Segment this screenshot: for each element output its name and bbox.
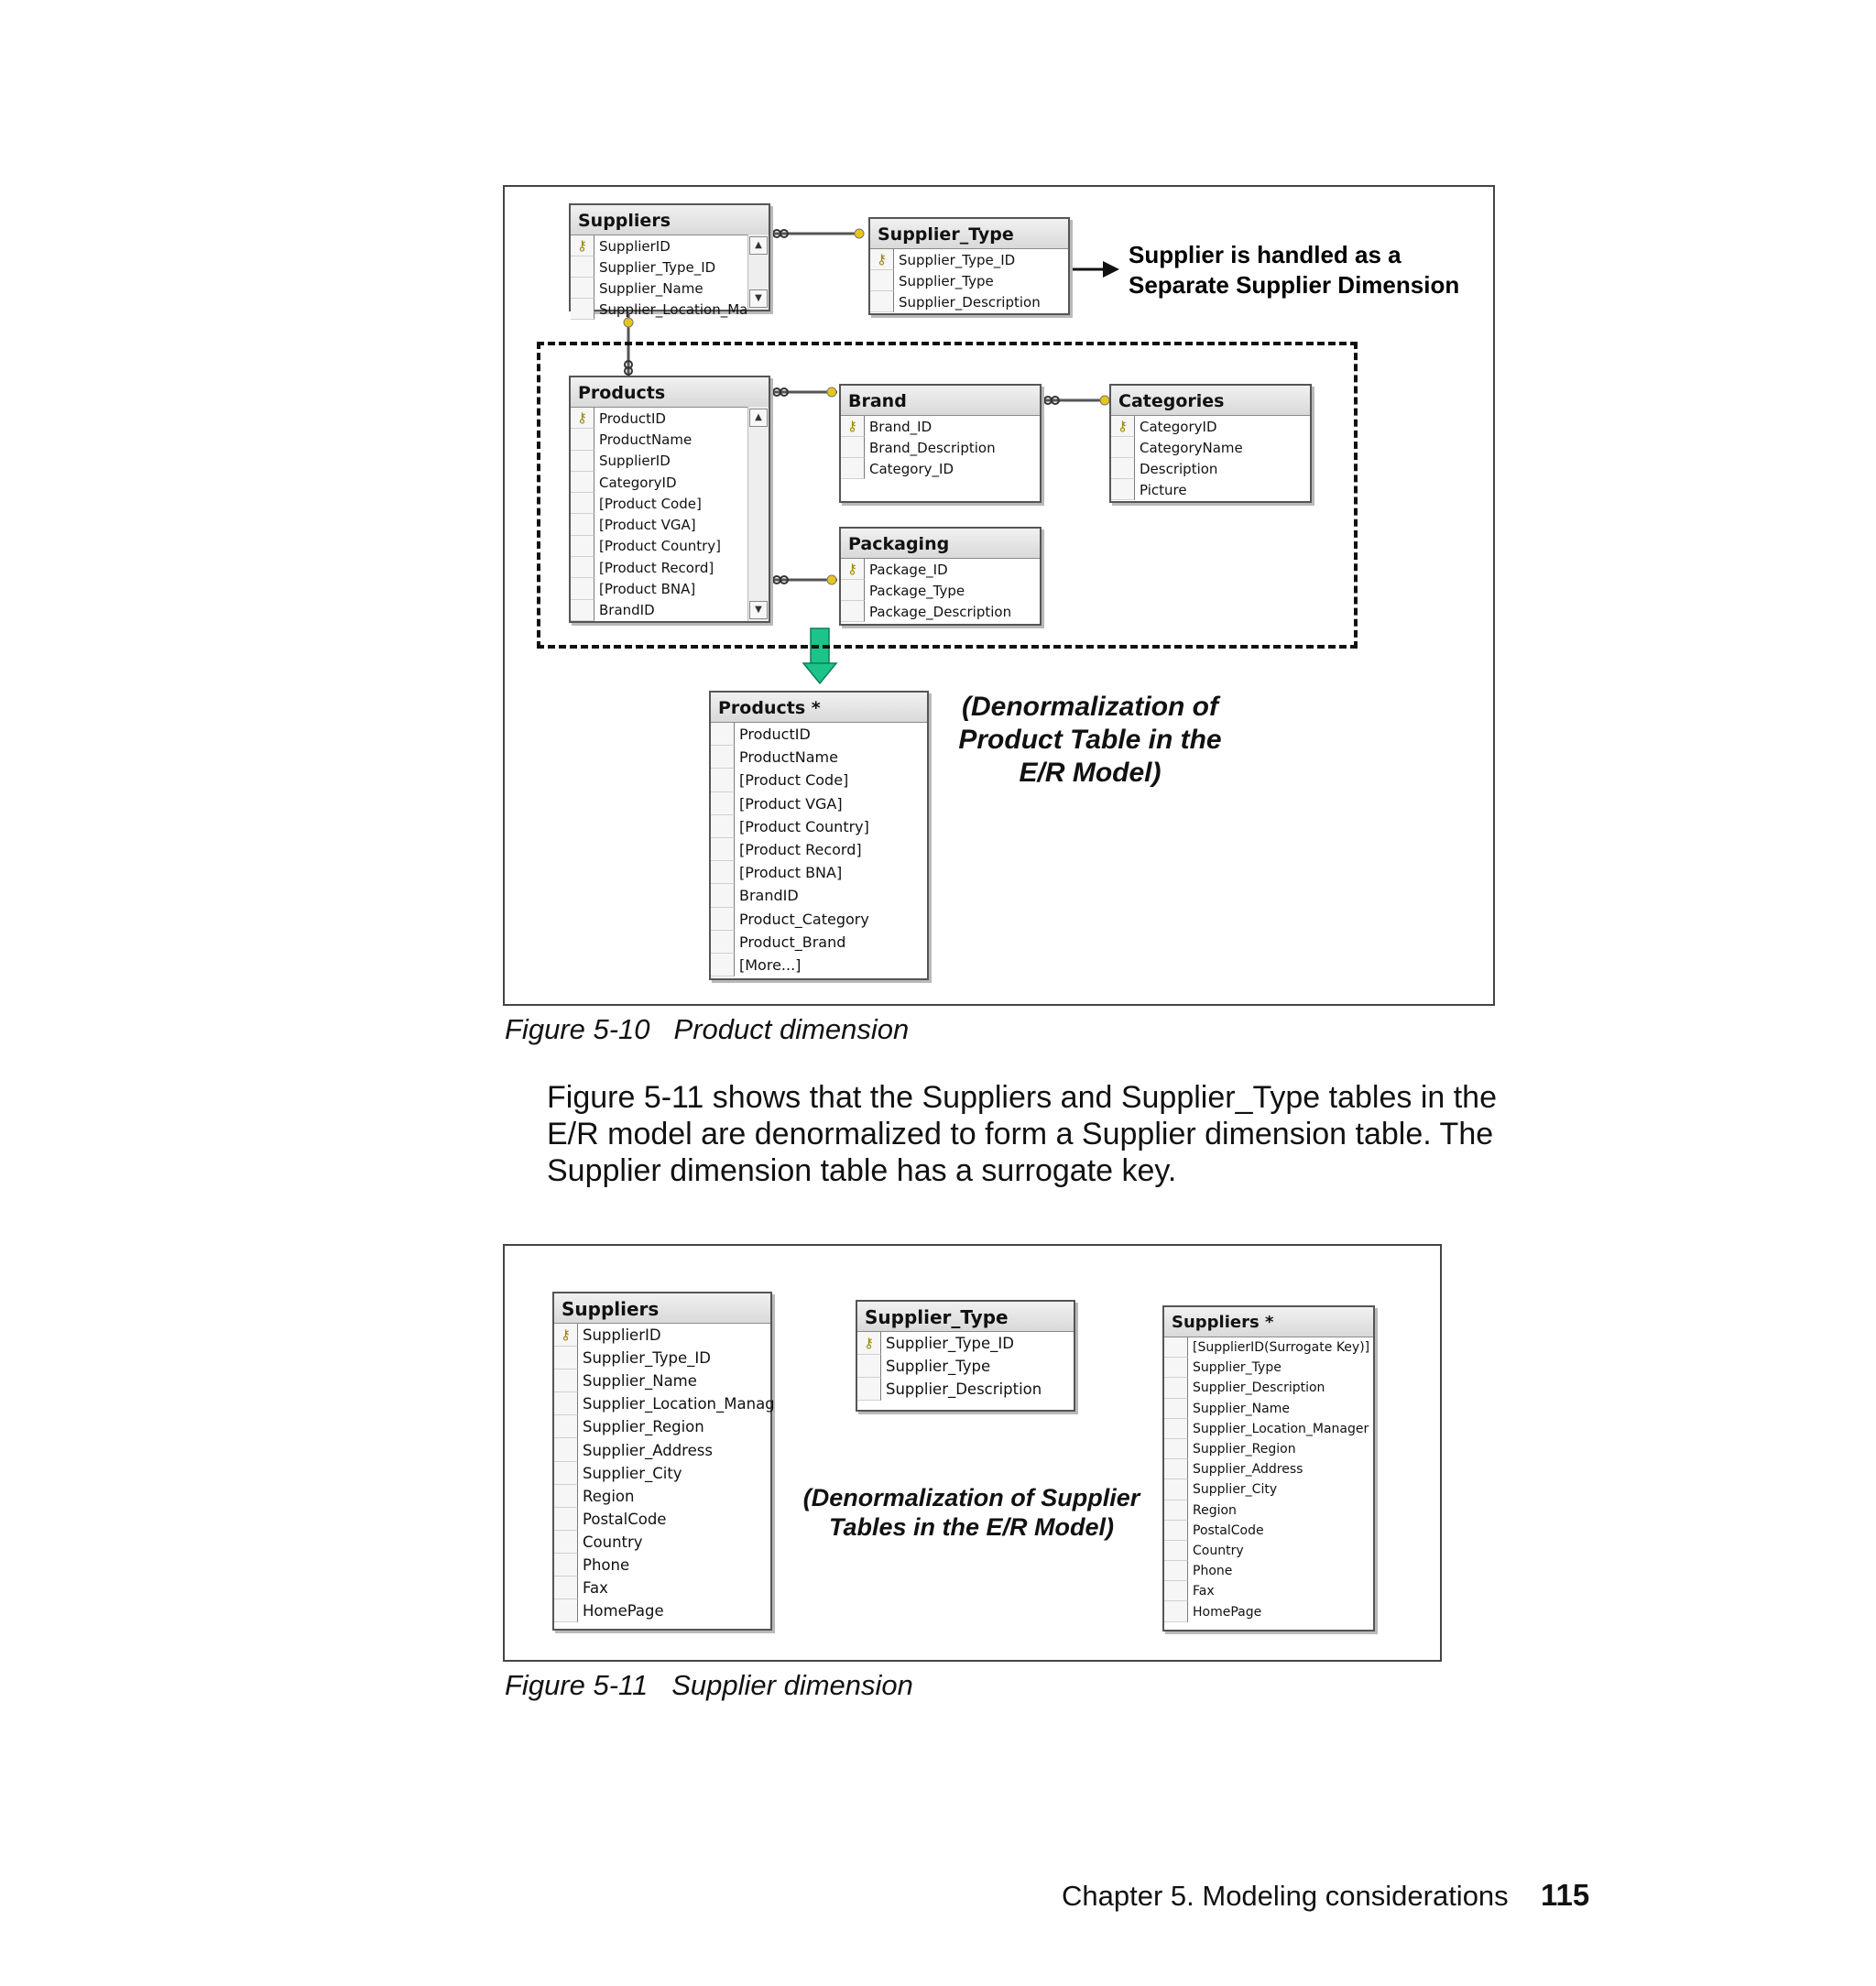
- column-row: ProductName: [571, 429, 769, 450]
- table-columns: [841, 416, 1040, 479]
- annotation-product-denormalization: (Denormalization of Product Table in the E/R Model): [958, 692, 1222, 788]
- column-row: Supplier_Type_ID: [554, 1347, 770, 1369]
- column-row: Fax: [1164, 1581, 1373, 1601]
- column-row: Country: [1164, 1541, 1373, 1561]
- column-row: ⚷ ProductID: [571, 408, 769, 429]
- column-row: Phone: [1164, 1561, 1373, 1581]
- column-row: ⚷ CategoryID: [1111, 416, 1310, 437]
- column-row: Package_Description: [841, 601, 1040, 622]
- table-supplier-type[interactable]: [856, 1300, 1075, 1412]
- column-row: ⚷ Supplier_Type_ID: [857, 1332, 1074, 1355]
- table-scrollbar[interactable]: [747, 235, 769, 310]
- column-row: [SupplierID(Surrogate Key)]: [1164, 1337, 1373, 1358]
- column-row: [Product VGA]: [711, 792, 927, 815]
- column-row: Region: [554, 1485, 770, 1508]
- column-row: Supplier_Type: [1164, 1358, 1373, 1378]
- key-icon: ⚷: [870, 249, 894, 270]
- table-columns: [1111, 416, 1310, 500]
- column-row: Supplier_Name: [554, 1369, 770, 1392]
- column-row: ProductID: [711, 723, 927, 746]
- key-icon: ⚷: [841, 416, 865, 437]
- table-brand[interactable]: [839, 384, 1042, 503]
- key-icon: ⚷: [841, 559, 865, 580]
- table-title: Products *: [711, 693, 927, 723]
- column-row: [Product Code]: [711, 769, 927, 791]
- figure-5-10-caption: [505, 1013, 909, 1046]
- column-row: Supplier_Location_Manager: [1164, 1419, 1373, 1439]
- table-suppliers[interactable]: [552, 1292, 775, 1631]
- table-suppliers[interactable]: [569, 203, 770, 318]
- table-columns: [554, 1324, 775, 1622]
- column-row: PostalCode: [1164, 1521, 1373, 1541]
- column-row: Supplier_Type: [870, 270, 1068, 291]
- column-row: Product_Category: [711, 908, 927, 931]
- column-row: [More...]: [711, 954, 927, 977]
- column-row: [Product Record]: [571, 557, 769, 578]
- column-row: [Product VGA]: [571, 514, 769, 535]
- column-row: Supplier_Location_Manag: [554, 1392, 770, 1415]
- table-scrollbar[interactable]: [747, 407, 769, 621]
- table-suppliers-dimension[interactable]: [1162, 1305, 1375, 1631]
- table-title: Brand: [841, 386, 1040, 416]
- table-title: Supplier_Type: [870, 219, 1068, 249]
- scroll-up-icon[interactable]: ▲: [749, 236, 768, 255]
- column-row: ⚷ Package_ID: [841, 559, 1040, 580]
- column-row: Fax: [554, 1577, 770, 1599]
- annotation-supplier-denormalization: (Denormalization of Supplier Tables in the E/R Model): [802, 1484, 1140, 1541]
- column-row: [Product Country]: [711, 815, 927, 838]
- caption-label: Figure 5-10: [505, 1013, 650, 1045]
- table-title: Packaging: [841, 529, 1040, 559]
- key-icon: ⚷: [554, 1324, 578, 1347]
- column-row: CategoryName: [1111, 437, 1310, 458]
- column-row: Supplier_City: [554, 1462, 770, 1485]
- column-row: Supplier_Region: [554, 1415, 770, 1438]
- table-columns: [857, 1332, 1074, 1401]
- table-title: Suppliers: [554, 1293, 770, 1324]
- column-row: Brand_Description: [841, 437, 1040, 458]
- column-row: Supplier_Address: [1164, 1459, 1373, 1479]
- column-row: ProductName: [711, 746, 927, 769]
- column-row: Supplier_Type: [857, 1355, 1074, 1378]
- table-columns: [1164, 1337, 1373, 1622]
- column-row: [Product BNA]: [571, 578, 769, 599]
- column-row: Description: [1111, 458, 1310, 479]
- column-row: Package_Type: [841, 580, 1040, 601]
- column-row: HomePage: [1164, 1601, 1373, 1621]
- column-row: Region: [1164, 1500, 1373, 1521]
- table-title: Suppliers *: [1164, 1307, 1373, 1337]
- table-packaging[interactable]: [839, 527, 1042, 626]
- caption-title: Supplier dimension: [671, 1669, 913, 1701]
- table-products-dimension[interactable]: [709, 691, 929, 980]
- scroll-up-icon[interactable]: ▲: [749, 409, 768, 427]
- table-products[interactable]: [569, 376, 770, 623]
- column-row: [Product Country]: [571, 536, 769, 557]
- column-row: Supplier_Type_ID: [571, 256, 769, 278]
- table-columns: [571, 235, 769, 318]
- table-title: Suppliers: [571, 205, 769, 235]
- table-supplier-type[interactable]: [868, 217, 1070, 315]
- table-columns: [870, 249, 1068, 312]
- column-row: Picture: [1111, 479, 1310, 500]
- annotation-supplier-dimension: Supplier is handled as a Separate Supplier Dimension: [1129, 241, 1460, 299]
- column-row: [Product Code]: [571, 493, 769, 514]
- key-icon: ⚷: [857, 1332, 881, 1355]
- table-categories[interactable]: [1109, 384, 1312, 503]
- column-row: SupplierID: [571, 451, 769, 472]
- column-row: Supplier_Description: [857, 1378, 1074, 1401]
- column-row: [Product BNA]: [711, 861, 927, 884]
- key-icon: ⚷: [571, 235, 594, 256]
- column-row: ⚷ SupplierID: [571, 235, 769, 256]
- column-row: Supplier_Name: [571, 278, 769, 299]
- table-title: Products: [571, 377, 769, 408]
- column-row: HomePage: [554, 1599, 770, 1622]
- scroll-down-icon[interactable]: ▼: [749, 601, 768, 619]
- column-row: ⚷ Supplier_Type_ID: [870, 249, 1068, 270]
- column-row: Supplier_Location_Ma: [571, 299, 769, 320]
- relationship-connector-icon: [771, 229, 864, 238]
- column-row: PostalCode: [554, 1508, 770, 1531]
- column-row: ⚷ Brand_ID: [841, 416, 1040, 437]
- column-row: Supplier_City: [1164, 1479, 1373, 1500]
- column-row: [Product Record]: [711, 838, 927, 861]
- table-title: Supplier_Type: [857, 1302, 1074, 1332]
- column-row: ⚷ SupplierID: [554, 1324, 770, 1347]
- table-title: Categories: [1111, 386, 1310, 416]
- column-row: Product_Brand: [711, 931, 927, 954]
- column-row: Category_ID: [841, 458, 1040, 479]
- table-columns: [841, 559, 1040, 622]
- table-columns: [711, 723, 927, 977]
- column-row: BrandID: [711, 884, 927, 907]
- page-number: 115: [1541, 1878, 1590, 1912]
- column-row: Supplier_Address: [554, 1438, 770, 1461]
- column-row: Supplier_Name: [1164, 1399, 1373, 1419]
- column-row: Supplier_Description: [870, 291, 1068, 312]
- chapter-footer: Chapter 5. Modeling considerations: [1062, 1880, 1509, 1912]
- figure-5-11-caption: [505, 1669, 913, 1702]
- column-row: BrandID: [571, 600, 769, 621]
- key-icon: ⚷: [1111, 416, 1135, 437]
- column-row: CategoryID: [571, 472, 769, 493]
- column-row: Supplier_Region: [1164, 1439, 1373, 1459]
- caption-title: Product dimension: [673, 1013, 910, 1045]
- column-row: Country: [554, 1531, 770, 1554]
- column-row: Phone: [554, 1554, 770, 1577]
- scroll-down-icon[interactable]: ▼: [749, 289, 768, 308]
- caption-label: Figure 5-11: [505, 1669, 649, 1701]
- table-columns: [571, 408, 769, 621]
- key-icon: ⚷: [571, 408, 594, 429]
- body-paragraph: Figure 5-11 shows that the Suppliers and Supplier_Type tables in the E/R model are denormalized to form a Supplier dimension table. The Supplier dimension table has a surrogate key.: [547, 1080, 1497, 1188]
- column-row: Supplier_Description: [1164, 1378, 1373, 1398]
